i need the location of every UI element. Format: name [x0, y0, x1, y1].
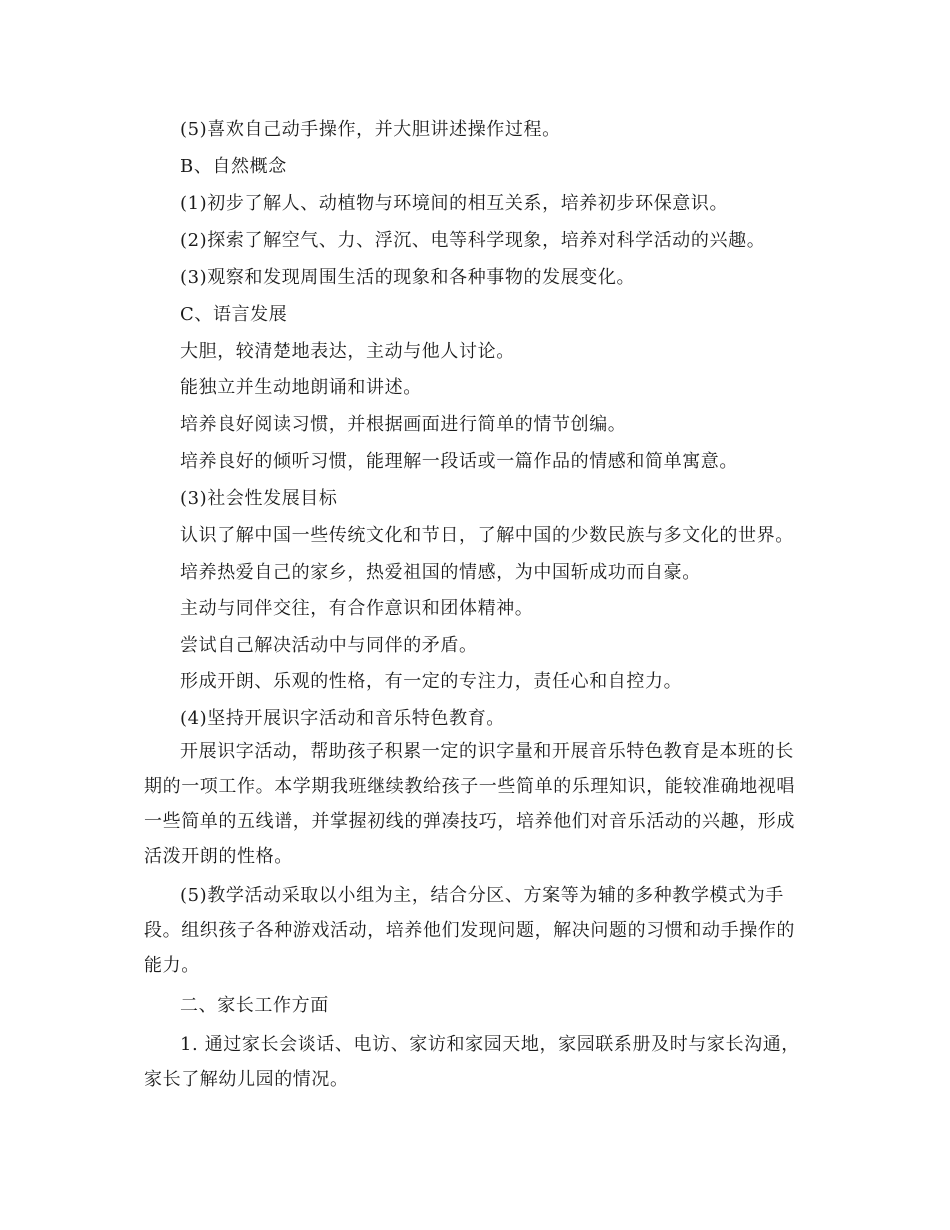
paragraph-line: 开展识字活动，帮助孩子积累一定的识字量和开展音乐特色教育是本班的长	[180, 741, 794, 762]
paragraph-line: 期的一项工作。本学期我班继续教给孩子一些简单的乐理知识，能较准确地视唱	[144, 776, 795, 797]
text-line: (5)喜欢自己动手操作，并大胆讲述操作过程。	[180, 119, 561, 140]
text-line: (3)观察和发现周围生活的现象和各种事物的发展变化。	[180, 267, 636, 288]
text-line: 能独立并生动地朗诵和讲述。	[180, 377, 422, 398]
paragraph-line: 能力。	[144, 955, 200, 976]
text-line: (1)初步了解人、动植物与环境间的相互关系，培养初步环保意识。	[180, 193, 729, 214]
text-line: 主动与同伴交往，有合作意识和团体精神。	[180, 598, 534, 619]
paragraph-line: 家长了解幼儿园的情况。	[144, 1069, 349, 1090]
text-line: (4)坚持开展识字活动和音乐特色教育。	[180, 708, 505, 729]
paragraph-line: 段。组织孩子各种游戏活动，培养他们发现问题，解决问题的习惯和动手操作的	[144, 920, 795, 941]
text-line: (2)探索了解空气、力、浮沉、电等科学现象，培养对科学活动的兴趣。	[180, 230, 766, 251]
paragraph-line: 活泼开朗的性格。	[144, 846, 293, 867]
text-line: B、自然概念	[180, 156, 287, 177]
paragraph-line: 1. 通过家长会谈话、电访、家访和家园天地，家园联系册及时与家长沟通，	[180, 1034, 800, 1055]
text-line: 大胆，较清楚地表达，主动与他人讨论。	[180, 341, 515, 362]
text-line: 形成开朗、乐观的性格，有一定的专注力，责任心和自控力。	[180, 671, 683, 692]
paragraph-line: 一些简单的五线谱，并掌握初线的弹凑技巧，培养他们对音乐活动的兴趣，形成	[144, 811, 795, 832]
text-line: (3)社会性发展目标	[180, 488, 338, 509]
section-heading: 二、家长工作方面	[180, 995, 329, 1016]
text-line: 培养良好阅读习惯，并根据画面进行简单的情节创编。	[180, 414, 627, 435]
text-line: 认识了解中国一些传统文化和节日，了解中国的少数民族与多文化的世界。	[180, 525, 794, 546]
paragraph-line: (5)教学活动采取以小组为主，结合分区、方案等为辅的多种教学模式为手	[180, 885, 784, 906]
text-line: 培养良好的倾听习惯，能理解一段话或一篇作品的情感和简单寓意。	[180, 451, 738, 472]
text-line: 尝试自己解决活动中与同伴的矛盾。	[180, 635, 478, 656]
text-line: C、语言发展	[180, 304, 288, 325]
text-line: 培养热爱自己的家乡，热爱祖国的情感，为中国斩成功而自豪。	[180, 562, 701, 583]
